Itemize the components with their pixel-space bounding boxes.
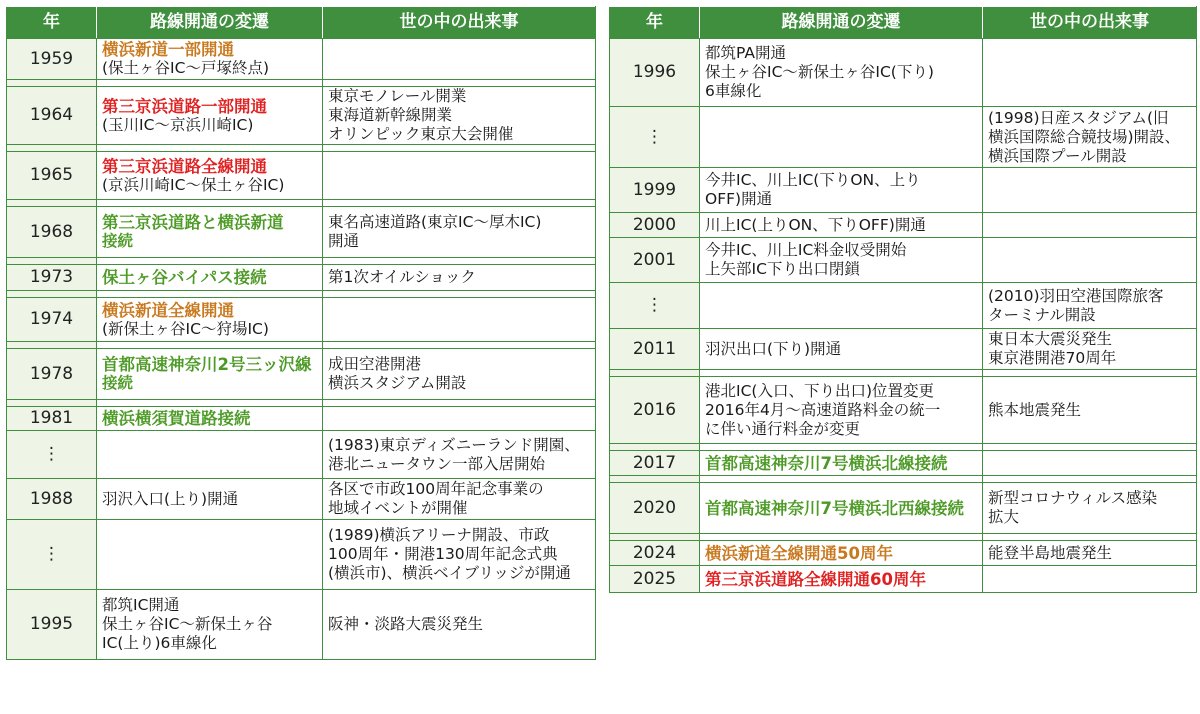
route-cell	[700, 483, 983, 534]
route-line: 接続	[102, 374, 134, 392]
route-cell	[97, 590, 323, 660]
world-event-cell	[983, 377, 1197, 444]
year-cell: 2020	[610, 483, 700, 534]
world-event-cell	[323, 520, 596, 590]
ellipsis-year-cell: ⋮	[610, 107, 700, 168]
route-line: 横浜新道一部開通	[102, 40, 234, 59]
header-row	[610, 7, 1197, 39]
row-spacer	[7, 291, 596, 298]
ellipsis-year-cell: ⋮	[7, 431, 97, 479]
world-event-line: (1983)東京ディズニーランド開園、	[328, 435, 580, 454]
route-line: に伴い通行料金が変更	[705, 419, 861, 438]
route-cell	[97, 349, 323, 400]
world-event-line: ターミナル開設	[988, 305, 1096, 324]
world-event-cell	[983, 213, 1197, 238]
world-event-cell	[983, 566, 1197, 593]
year-cell: 2024	[610, 541, 700, 566]
world-event-line: 東名高速道路(東京IC～厚木IC)	[328, 213, 542, 231]
row-spacer	[7, 400, 596, 407]
route-line: 川上IC(上りON、下りOFF)開通	[705, 215, 926, 234]
table-row	[610, 451, 1197, 476]
world-event-line: 東京モノレール開業	[328, 87, 467, 105]
row-spacer	[7, 258, 596, 265]
world-event-line: 拡大	[988, 508, 1020, 526]
route-line: 2016年4月～高速道路料金の統一	[705, 400, 941, 419]
year-cell: 2011	[610, 329, 700, 370]
table-row	[7, 207, 596, 258]
route-line: 羽沢入口(上り)開通	[102, 489, 239, 508]
header-world: 世の中の出来事	[983, 7, 1197, 39]
route-line: 首都高速神奈川7号横浜北西線接続	[705, 498, 964, 518]
year-cell: 1978	[7, 349, 97, 400]
year-cell: 1965	[7, 152, 97, 200]
route-line: 上矢部IC下り出口閉鎖	[705, 260, 860, 278]
world-event-line: 能登半島地震発生	[988, 543, 1113, 562]
world-event-cell	[983, 451, 1197, 476]
row-spacer	[7, 80, 596, 87]
route-line: (新保土ヶ谷IC～狩場IC)	[102, 319, 269, 338]
row-spacer	[7, 200, 596, 207]
table-row	[7, 152, 596, 200]
route-line: 保土ヶ谷IC～新保土ヶ谷IC(下り)	[705, 63, 934, 81]
header-year: 年	[7, 7, 97, 39]
world-event-line: 港北ニュータウン一部入居開始	[328, 454, 546, 473]
route-cell	[97, 39, 323, 80]
header-year: 年	[610, 7, 700, 39]
row-spacer	[7, 145, 596, 152]
table-row	[7, 590, 596, 660]
route-cell	[700, 107, 983, 168]
world-event-line: 東日本大震災発生	[988, 330, 1113, 348]
world-event-cell	[323, 298, 596, 342]
route-cell	[97, 265, 323, 291]
row-spacer	[610, 476, 1197, 483]
route-line: 首都高速神奈川2号三ッ沢線	[102, 355, 312, 374]
route-line: 保土ヶ谷IC～新保土ヶ谷	[102, 615, 273, 633]
route-line: 横浜横須賀道路接続	[102, 409, 251, 428]
world-event-cell	[323, 265, 596, 291]
route-line: 今井IC、川上IC(下りON、上り	[705, 171, 921, 189]
table-row	[610, 213, 1197, 238]
world-event-cell	[983, 329, 1197, 370]
route-line: 横浜新道全線開通50周年	[705, 543, 893, 563]
route-line: (保土ヶ谷IC～戸塚終点)	[102, 59, 269, 77]
route-cell	[97, 407, 323, 431]
route-line: 横浜新道全線開通	[102, 300, 234, 320]
route-line: 第三京浜道路全線開通	[102, 156, 267, 176]
year-cell: 1959	[7, 39, 97, 80]
route-line: (京浜川崎IC～保土ヶ谷IC)	[102, 175, 285, 194]
route-line: 保土ヶ谷バイパス接続	[102, 268, 267, 287]
year-cell: 2025	[610, 566, 700, 593]
year-cell: 1974	[7, 298, 97, 342]
world-event-cell	[323, 590, 596, 660]
table-row	[7, 265, 596, 291]
world-event-line: (1989)横浜アリーナ開設、市政	[328, 526, 550, 544]
route-cell	[700, 213, 983, 238]
world-event-cell	[323, 407, 596, 431]
table-row	[7, 349, 596, 400]
year-cell: 1996	[610, 39, 700, 107]
world-event-line: (横浜市)、横浜ベイブリッジが開通	[328, 564, 571, 582]
route-cell	[700, 329, 983, 370]
table-row	[7, 87, 596, 145]
route-line: 都筑IC開通	[102, 596, 180, 614]
world-event-line: 横浜国際総合競技場)開設、	[988, 127, 1181, 146]
world-event-line: 横浜スタジアム開設	[328, 374, 467, 392]
table-row	[610, 483, 1197, 534]
route-line: 首都高速神奈川7号横浜北線接続	[705, 453, 948, 473]
year-cell: 2016	[610, 377, 700, 444]
year-cell: 1968	[7, 207, 97, 258]
route-cell	[97, 479, 323, 520]
table-row	[7, 479, 596, 520]
year-cell: 2017	[610, 451, 700, 476]
world-event-line: (2010)羽田空港国際旅客	[988, 286, 1164, 305]
world-event-cell	[983, 39, 1197, 107]
world-event-cell	[983, 107, 1197, 168]
world-event-line: 熊本地震発生	[988, 400, 1082, 419]
row-spacer	[610, 534, 1197, 541]
year-cell: 2001	[610, 238, 700, 283]
table-row	[610, 566, 1197, 593]
world-event-line: 各区で市政100周年記念事業の	[328, 480, 544, 498]
year-cell: 1981	[7, 407, 97, 431]
route-cell	[97, 298, 323, 342]
world-event-cell	[983, 168, 1197, 213]
world-event-line: 新型コロナウィルス感染	[988, 489, 1158, 507]
route-line: (玉川IC～京浜川崎IC)	[102, 115, 254, 134]
world-event-line: 100周年・開港130周年記念式典	[328, 545, 558, 563]
header-world: 世の中の出来事	[323, 7, 596, 39]
year-cell: 1999	[610, 168, 700, 213]
route-line: 第三京浜道路全線開通60周年	[705, 569, 926, 589]
table-row	[610, 39, 1197, 107]
year-cell: 1964	[7, 87, 97, 145]
world-event-line: 開通	[328, 232, 360, 250]
world-event-line: オリンピック東京大会開催	[328, 125, 514, 143]
world-event-cell	[323, 87, 596, 145]
table-row	[610, 238, 1197, 283]
route-cell	[700, 377, 983, 444]
year-cell: 1973	[7, 265, 97, 291]
route-cell	[97, 207, 323, 258]
route-line: 接続	[102, 232, 134, 250]
world-event-cell	[983, 283, 1197, 329]
world-event-cell	[983, 483, 1197, 534]
world-event-cell	[983, 238, 1197, 283]
table-row	[7, 431, 596, 479]
world-event-line: 東海道新幹線開業	[328, 106, 453, 124]
table-row	[7, 39, 596, 80]
route-cell	[97, 520, 323, 590]
world-event-line: 横浜国際プール開設	[988, 146, 1127, 165]
world-event-line: 阪神・淡路大震災発生	[328, 615, 484, 633]
route-cell	[700, 566, 983, 593]
route-line: 今井IC、川上IC料金収受開始	[705, 241, 907, 259]
world-event-cell	[323, 39, 596, 80]
route-line: IC(上り)6車線化	[102, 634, 217, 652]
route-cell	[97, 431, 323, 479]
route-cell	[97, 87, 323, 145]
header-route: 路線開通の変遷	[97, 7, 323, 39]
world-event-cell	[323, 152, 596, 200]
year-cell: 1995	[7, 590, 97, 660]
table-row	[610, 541, 1197, 566]
route-line: 羽沢出口(下り)開通	[705, 339, 842, 358]
table-row	[7, 520, 596, 590]
route-cell	[700, 451, 983, 476]
ellipsis-year-cell: ⋮	[7, 520, 97, 590]
table-row	[610, 283, 1197, 329]
world-event-line: 東京港開港70周年	[988, 349, 1117, 367]
world-event-cell	[323, 431, 596, 479]
world-event-line: 成田空港開港	[328, 355, 422, 373]
timeline-table-right	[609, 6, 1197, 593]
table-row	[7, 407, 596, 431]
world-event-cell	[323, 207, 596, 258]
table-row	[610, 107, 1197, 168]
route-cell	[700, 283, 983, 329]
route-cell	[97, 152, 323, 200]
route-line: 6車線化	[705, 82, 762, 100]
world-event-cell	[983, 541, 1197, 566]
header-row	[7, 7, 596, 39]
route-line: 都筑PA開通	[705, 44, 786, 62]
world-event-line: 地域イベントが開催	[328, 499, 468, 517]
table-row	[7, 298, 596, 342]
row-spacer	[7, 342, 596, 349]
table-row	[610, 168, 1197, 213]
world-event-line: 第1次オイルショック	[328, 268, 476, 286]
route-cell	[700, 541, 983, 566]
table-row	[610, 329, 1197, 370]
row-spacer	[610, 370, 1197, 377]
table-row	[610, 377, 1197, 444]
route-line: 第三京浜道路と横浜新道	[102, 213, 284, 232]
route-line: 港北IC(入口、下り出口)位置変更	[705, 381, 934, 400]
year-cell: 1988	[7, 479, 97, 520]
year-cell: 2000	[610, 213, 700, 238]
timeline-table-left	[6, 6, 596, 660]
route-cell	[700, 39, 983, 107]
world-event-cell	[323, 479, 596, 520]
route-cell	[700, 238, 983, 283]
route-cell	[700, 168, 983, 213]
world-event-cell	[323, 349, 596, 400]
ellipsis-year-cell: ⋮	[610, 283, 700, 329]
row-spacer	[610, 444, 1197, 451]
route-line: 第三京浜道路一部開通	[102, 96, 267, 116]
world-event-line: (1998)日産スタジアム(旧	[988, 108, 1169, 127]
route-line: OFF)開通	[705, 190, 773, 208]
header-route: 路線開通の変遷	[700, 7, 983, 39]
